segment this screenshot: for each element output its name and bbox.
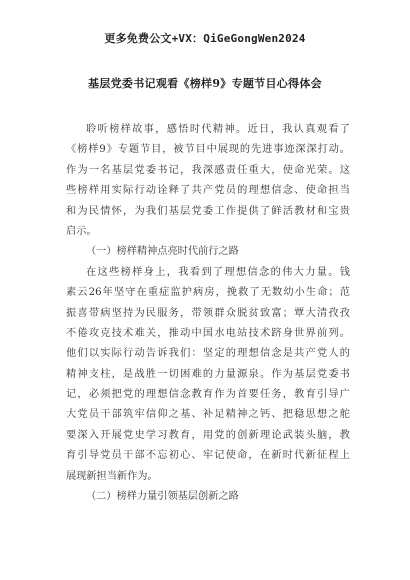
paragraph-line: 振喜带病坚持为民服务，带领群众脱贫致富；覃大清孜孜 <box>66 307 350 319</box>
header-watermark: 更多免费公文+VX：QiGeGongWen2024 <box>104 32 306 45</box>
paragraph-line: 启示。 <box>66 225 97 237</box>
paragraph-line: 不倦攻克技术难关，推动中国水电站技术跻身世界前列。 <box>66 327 350 339</box>
section-heading: （一）榜样精神点亮时代前行之路 <box>86 246 239 258</box>
paragraph-line: 要深入开展党史学习教育，用党的创新理论武装头脑，教 <box>66 429 350 441</box>
document-title: 基层党委书记观看《榜样9》专题节目心得体会 <box>88 77 322 90</box>
paragraph-line: 聆听榜样故事，感悟时代精神。近日，我认真观看了 <box>86 124 350 135</box>
paragraph-line: 大党员干部筑牢信仰之基、补足精神之钙、把稳思想之舵 <box>66 409 350 421</box>
paragraph-line: 他们以实际行动告诉我们：坚定的理想信念是共产党人的 <box>66 348 350 360</box>
paragraph-line: 《榜样9》专题节目，被节目中展现的先进事迹深深打动。 <box>66 144 350 156</box>
section-heading: （二）榜样力量引领基层创新之路 <box>86 491 239 503</box>
paragraph-line: 展现新担当新作为。 <box>66 470 158 482</box>
paragraph-line: 和为民情怀，为我们基层党委工作提供了鲜活教材和宝贵 <box>66 205 350 217</box>
paragraph-line: 记，必须把党的理想信念教育作为首要任务，教育引导广 <box>66 389 350 401</box>
paragraph-line: 些榜样用实际行动诠释了共产党员的理想信念、使命担当 <box>66 185 350 197</box>
paragraph-line: 育引导党员干部不忘初心、牢记使命，在新时代新征程上 <box>66 450 350 462</box>
paragraph-line: 素云26年坚守在重症监护病房，挽救了无数幼小生命；范 <box>66 287 350 299</box>
paragraph-line: 在这些榜样身上，我看到了理想信念的伟大力量。钱 <box>86 266 350 278</box>
paragraph-line: 作为一名基层党委书记，我深感责任重大，使命光荣。这 <box>66 164 350 176</box>
document-body <box>66 120 350 507</box>
paragraph-line: 精神支柱，是战胜一切困难的力量源泉。作为基层党委书 <box>66 368 350 380</box>
